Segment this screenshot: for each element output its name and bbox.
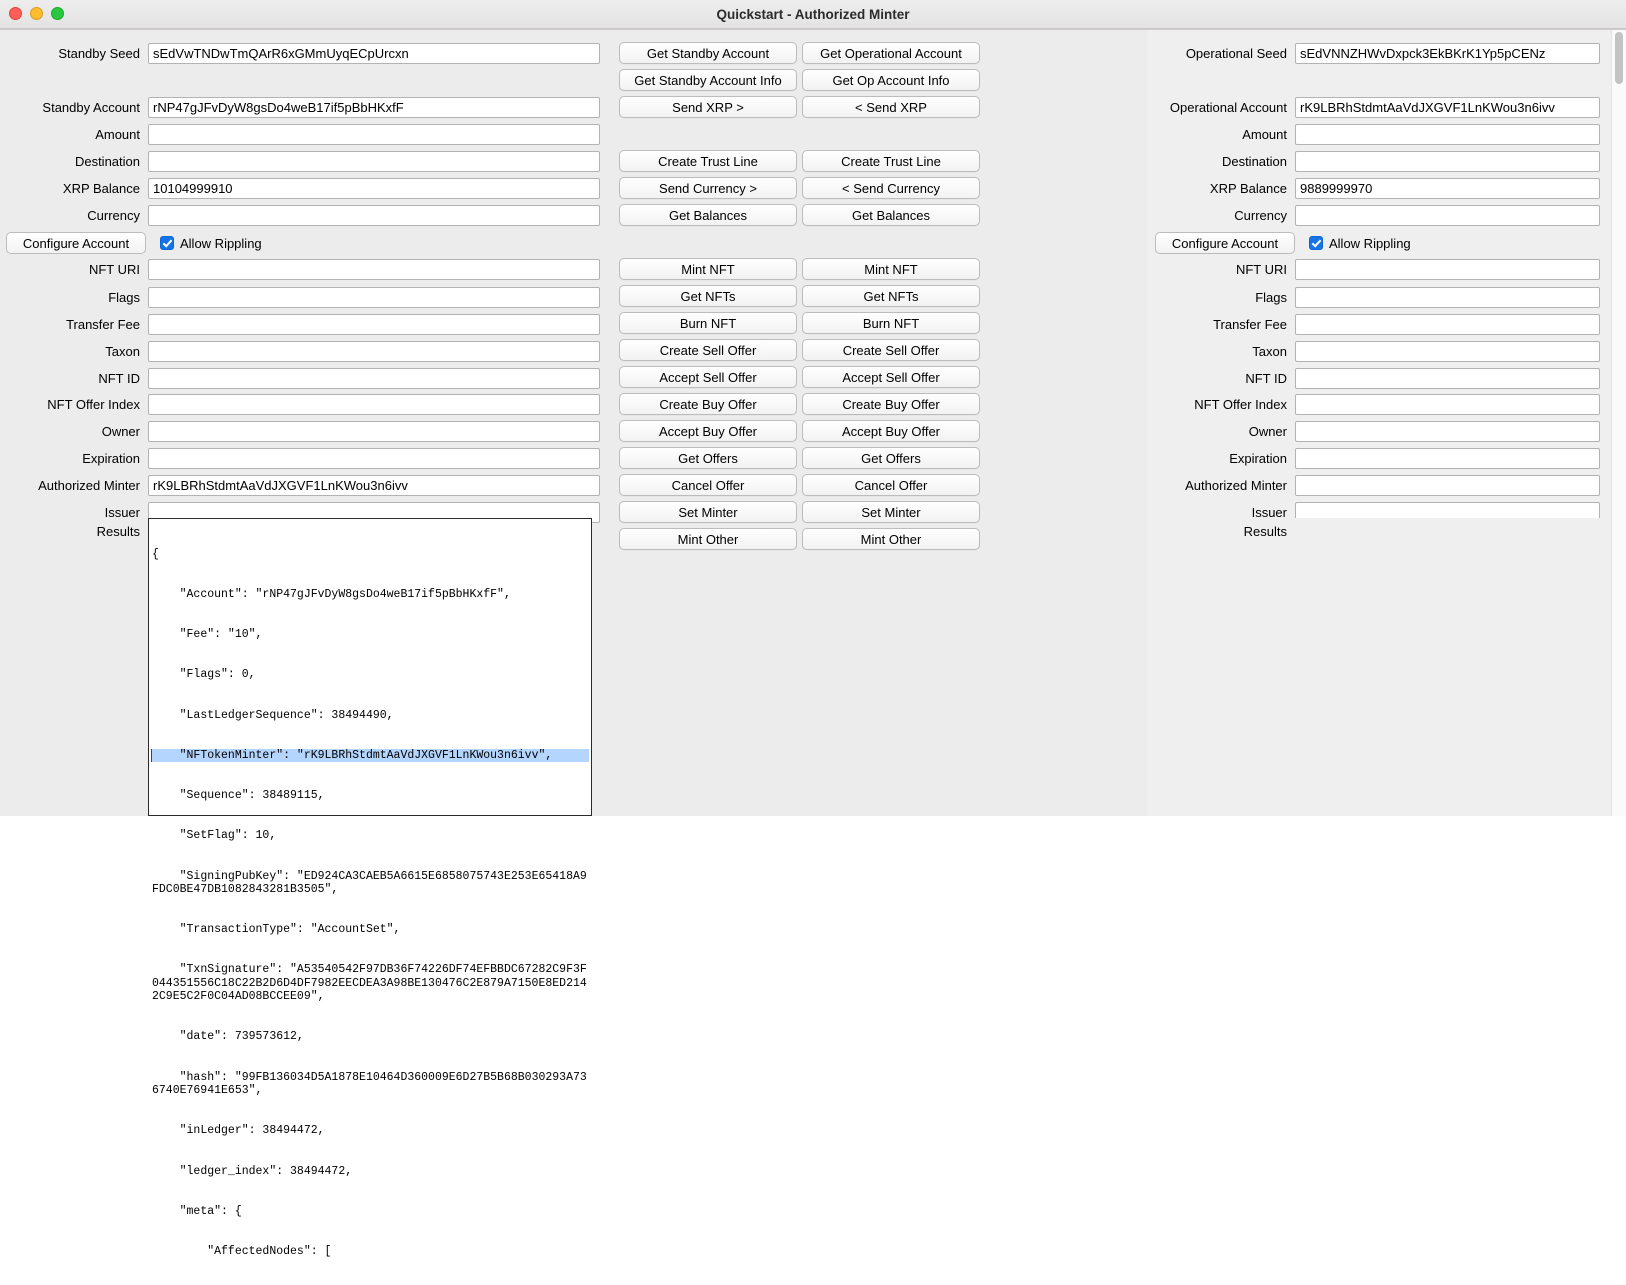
button-get-offers-operational[interactable]: Get Offers: [802, 447, 980, 469]
input-operational-destination[interactable]: [1295, 151, 1600, 172]
button-mint-other-operational[interactable]: Mint Other: [802, 528, 980, 550]
label-operational-issuer: Issuer: [1251, 504, 1287, 520]
input-operational-currency[interactable]: [1295, 205, 1600, 226]
center-button-panel: [613, 30, 1147, 816]
field-row-standby-nft-id: [0, 367, 600, 389]
button-get-standby-account-info[interactable]: Get Standby Account Info: [619, 69, 797, 91]
button-create-sell-offer-operational[interactable]: Create Sell Offer: [802, 339, 980, 361]
results-line: "Sequence": 38489115,: [152, 789, 325, 803]
scrollbar-thumb[interactable]: [1615, 32, 1623, 84]
input-standby-expiration[interactable]: [148, 448, 600, 469]
results-line: "date": 739573612,: [152, 1030, 304, 1044]
button-mint-nft-standby[interactable]: Mint NFT: [619, 258, 797, 280]
results-line: "SigningPubKey": "ED924CA3CAEB5A6615E6858075743E253E65418A9FDC0BE47DB1082843281B3505",: [152, 869, 587, 896]
button-get-operational-account[interactable]: Get Operational Account: [802, 42, 980, 64]
results-line: "meta": {: [152, 1204, 242, 1218]
field-row-standby-flags: [0, 286, 600, 308]
window-scrollbar[interactable]: [1611, 30, 1626, 816]
input-operational-account[interactable]: rK9LBRhStdmtAaVdJXGVF1LnKWou3n6ivv: [1295, 97, 1600, 118]
input-standby-nft-uri[interactable]: [148, 259, 600, 280]
button-get-standby-account[interactable]: Get Standby Account: [619, 42, 797, 64]
label-operational-xrp-balance: XRP Balance: [1209, 180, 1287, 196]
standby-configure-row: [6, 232, 262, 254]
field-row-operational-xrp-balance: [1147, 177, 1600, 199]
input-standby-taxon[interactable]: [148, 341, 600, 362]
input-operational-nft-id[interactable]: [1295, 368, 1600, 389]
input-operational-seed[interactable]: sEdVNNZHWvDxpck3EkBKrK1Yp5pCENz: [1295, 43, 1600, 64]
field-row-standby-xrp-balance: [0, 177, 600, 199]
button-send-currency-right[interactable]: Send Currency >: [619, 177, 797, 199]
field-row-operational-nft-offer-index: [1147, 393, 1600, 415]
button-burn-nft-operational[interactable]: Burn NFT: [802, 312, 980, 334]
input-operational-owner[interactable]: [1295, 421, 1600, 442]
label-standby-results: Results: [96, 524, 140, 539]
field-row-standby-nft-offer-index: [0, 393, 600, 415]
input-operational-transfer-fee[interactable]: [1295, 314, 1600, 335]
button-set-minter-operational[interactable]: Set Minter: [802, 501, 980, 523]
input-standby-destination[interactable]: [148, 151, 600, 172]
field-row-standby-destination: [0, 150, 600, 172]
button-accept-buy-offer-standby[interactable]: Accept Buy Offer: [619, 420, 797, 442]
button-create-buy-offer-standby[interactable]: Create Buy Offer: [619, 393, 797, 415]
standby-allow-rippling-checkbox[interactable]: [160, 236, 262, 251]
label-operational-authorized-minter: Authorized Minter: [1185, 477, 1287, 493]
label-operational-results: Results: [1243, 524, 1287, 539]
label-standby-expiration: Expiration: [82, 450, 140, 466]
field-row-standby-expiration: [0, 447, 600, 469]
field-row-standby-nft-uri: [0, 258, 600, 280]
button-send-xrp-right[interactable]: Send XRP >: [619, 96, 797, 118]
label-operational-transfer-fee: Transfer Fee: [1213, 316, 1287, 332]
field-row-operational-flags: [1147, 286, 1600, 308]
results-line: "AffectedNodes": [: [152, 1244, 332, 1258]
field-row-operational-transfer-fee: [1147, 313, 1600, 335]
label-standby-nft-id: NFT ID: [98, 370, 140, 386]
label-standby-currency: Currency: [87, 207, 140, 223]
label-operational-nft-id: NFT ID: [1245, 370, 1287, 386]
field-row-standby-account: [0, 96, 600, 118]
results-line: "Fee": "10",: [152, 628, 263, 642]
input-standby-flags[interactable]: [148, 287, 600, 308]
field-row-standby-transfer-fee: [0, 313, 600, 335]
label-operational-seed: Operational Seed: [1185, 45, 1287, 61]
maximize-icon[interactable]: [51, 7, 64, 20]
field-row-standby-taxon: [0, 340, 600, 362]
results-line: "inLedger": 38494472,: [152, 1124, 325, 1138]
label-standby-account: Standby Account: [42, 99, 140, 115]
button-create-trust-line-operational[interactable]: Create Trust Line: [802, 150, 980, 172]
field-row-operational-taxon: [1147, 340, 1600, 362]
label-standby-transfer-fee: Transfer Fee: [66, 316, 140, 332]
standby-allow-rippling-label: Allow Rippling: [180, 235, 262, 251]
label-operational-owner: Owner: [1248, 423, 1287, 439]
label-standby-nft-uri: NFT URI: [88, 261, 140, 277]
results-line: "LastLedgerSequence": 38494490,: [152, 708, 394, 722]
field-row-operational-authorized-minter: [1147, 474, 1600, 496]
input-operational-xrp-balance[interactable]: 9889999970: [1295, 178, 1600, 199]
input-standby-xrp-balance[interactable]: 10104999910: [148, 178, 600, 199]
label-operational-expiration: Expiration: [1229, 450, 1287, 466]
label-operational-nft-offer-index: NFT Offer Index: [1194, 396, 1287, 412]
main-content: [0, 29, 1626, 1258]
label-operational-amount: Amount: [1242, 126, 1287, 142]
minimize-icon[interactable]: [30, 7, 43, 20]
field-row-standby-currency: [0, 204, 600, 226]
field-row-operational-currency: [1147, 204, 1600, 226]
button-get-op-account-info[interactable]: Get Op Account Info: [802, 69, 980, 91]
input-standby-authorized-minter[interactable]: rK9LBRhStdmtAaVdJXGVF1LnKWou3n6ivv: [148, 475, 600, 496]
results-line: {: [152, 547, 159, 561]
button-get-balances-operational[interactable]: Get Balances: [802, 204, 980, 226]
label-operational-currency: Currency: [1234, 207, 1287, 223]
field-row-standby-owner: [0, 420, 600, 442]
button-send-xrp-left[interactable]: < Send XRP: [802, 96, 980, 118]
label-standby-amount: Amount: [95, 126, 140, 142]
input-standby-nft-id[interactable]: [148, 368, 600, 389]
button-mint-other-standby[interactable]: Mint Other: [619, 528, 797, 550]
button-get-offers-standby[interactable]: Get Offers: [619, 447, 797, 469]
operational-results-textarea[interactable]: [1295, 518, 1600, 816]
field-row-operational-owner: [1147, 420, 1600, 442]
input-standby-seed[interactable]: sEdVwTNDwTmQArR6xGMmUyqECpUrcxn: [148, 43, 600, 64]
operational-configure-account-button[interactable]: Configure Account: [1155, 232, 1295, 254]
results-line: "Account": "rNP47gJFvDyW8gsDo4weB17if5pBbHKxfF",: [152, 588, 511, 602]
input-operational-amount[interactable]: [1295, 124, 1600, 145]
button-send-currency-left[interactable]: < Send Currency: [802, 177, 980, 199]
input-standby-currency[interactable]: [148, 205, 600, 226]
field-row-operational-nft-id: [1147, 367, 1600, 389]
label-standby-authorized-minter: Authorized Minter: [38, 477, 140, 493]
input-operational-flags[interactable]: [1295, 287, 1600, 308]
results-line: "hash": "99FB136034D5A1878E10464D360009E6D27B5B68B030293A736740E76941E653",: [152, 1070, 587, 1098]
button-accept-buy-offer-operational[interactable]: Accept Buy Offer: [802, 420, 980, 442]
button-create-trust-line-standby[interactable]: Create Trust Line: [619, 150, 797, 172]
label-standby-owner: Owner: [101, 423, 140, 439]
field-row-operational-amount: [1147, 123, 1600, 145]
input-operational-nft-uri[interactable]: [1295, 259, 1600, 280]
standby-panel: [0, 30, 613, 1258]
operational-panel: [1147, 30, 1612, 816]
button-burn-nft-standby[interactable]: Burn NFT: [619, 312, 797, 334]
operational-allow-rippling-checkbox[interactable]: [1309, 236, 1411, 251]
label-operational-account: Operational Account: [1169, 99, 1287, 115]
label-operational-flags: Flags: [1255, 289, 1287, 305]
button-accept-sell-offer-standby[interactable]: Accept Sell Offer: [619, 366, 797, 388]
field-row-standby-seed: [0, 42, 600, 64]
field-row-operational-nft-uri: [1147, 258, 1600, 280]
field-row-operational-account: [1147, 96, 1600, 118]
label-standby-flags: Flags: [108, 289, 140, 305]
results-line: "Flags": 0,: [152, 668, 256, 682]
checkbox-icon[interactable]: [1309, 236, 1323, 250]
label-standby-issuer: Issuer: [104, 504, 140, 520]
button-cancel-offer-standby[interactable]: Cancel Offer: [619, 474, 797, 496]
field-row-standby-authorized-minter: [0, 474, 600, 496]
button-accept-sell-offer-operational[interactable]: Accept Sell Offer: [802, 366, 980, 388]
label-standby-taxon: Taxon: [105, 343, 140, 359]
input-operational-taxon[interactable]: [1295, 341, 1600, 362]
results-line-selected: "NFTokenMinter": "rK9LBRhStdmtAaVdJXGVF1LnKWou3n6ivv",: [151, 749, 589, 762]
results-line: "SetFlag": 10,: [152, 829, 277, 843]
field-row-operational-destination: [1147, 150, 1600, 172]
label-standby-xrp-balance: XRP Balance: [62, 180, 140, 196]
title-bar: [0, 0, 1626, 29]
button-create-sell-offer-standby[interactable]: Create Sell Offer: [619, 339, 797, 361]
results-line: "ledger_index": 38494472,: [152, 1164, 353, 1178]
button-cancel-offer-operational[interactable]: Cancel Offer: [802, 474, 980, 496]
results-line: "TxnSignature": "A53540542F97DB36F74226DF74EFBBDC67282C9F3F044351556C18C22B2D6D4DF7982EECDEA3A98BE130476C2E879A7150E8ED2142C9E5C2F0C04AD08BCCEE09",: [152, 963, 587, 1004]
label-standby-seed: Standby Seed: [58, 45, 140, 61]
label-operational-destination: Destination: [1221, 153, 1287, 169]
input-standby-owner[interactable]: [148, 421, 600, 442]
standby-configure-account-button[interactable]: Configure Account: [6, 232, 146, 254]
input-standby-nft-offer-index[interactable]: [148, 394, 600, 415]
input-standby-transfer-fee[interactable]: [148, 314, 600, 335]
window-title: Quickstart - Authorized Minter: [716, 6, 910, 22]
button-mint-nft-operational[interactable]: Mint NFT: [802, 258, 980, 280]
button-get-nfts-standby[interactable]: Get NFTs: [619, 285, 797, 307]
button-get-nfts-operational[interactable]: Get NFTs: [802, 285, 980, 307]
label-standby-nft-offer-index: NFT Offer Index: [47, 396, 140, 412]
input-operational-nft-offer-index[interactable]: [1295, 394, 1600, 415]
results-line: "TransactionType": "AccountSet",: [152, 923, 401, 937]
button-set-minter-standby[interactable]: Set Minter: [619, 501, 797, 523]
checkbox-icon[interactable]: [160, 236, 174, 250]
operational-configure-row: [1155, 232, 1411, 254]
window-controls[interactable]: [9, 7, 64, 20]
label-operational-taxon: Taxon: [1252, 343, 1287, 359]
standby-results-textarea[interactable]: [148, 518, 592, 1258]
field-row-standby-amount: [0, 123, 600, 145]
field-row-operational-seed: [1147, 42, 1600, 64]
input-operational-expiration[interactable]: [1295, 448, 1600, 469]
button-get-balances-standby[interactable]: Get Balances: [619, 204, 797, 226]
field-row-operational-expiration: [1147, 447, 1600, 469]
operational-allow-rippling-label: Allow Rippling: [1329, 235, 1411, 251]
input-operational-authorized-minter[interactable]: [1295, 475, 1600, 496]
input-standby-account[interactable]: rNP47gJFvDyW8gsDo4weB17if5pBbHKxfF: [148, 97, 600, 118]
close-icon[interactable]: [9, 7, 22, 20]
label-operational-nft-uri: NFT URI: [1235, 261, 1287, 277]
button-create-buy-offer-operational[interactable]: Create Buy Offer: [802, 393, 980, 415]
input-standby-amount[interactable]: [148, 124, 600, 145]
label-standby-destination: Destination: [74, 153, 140, 169]
